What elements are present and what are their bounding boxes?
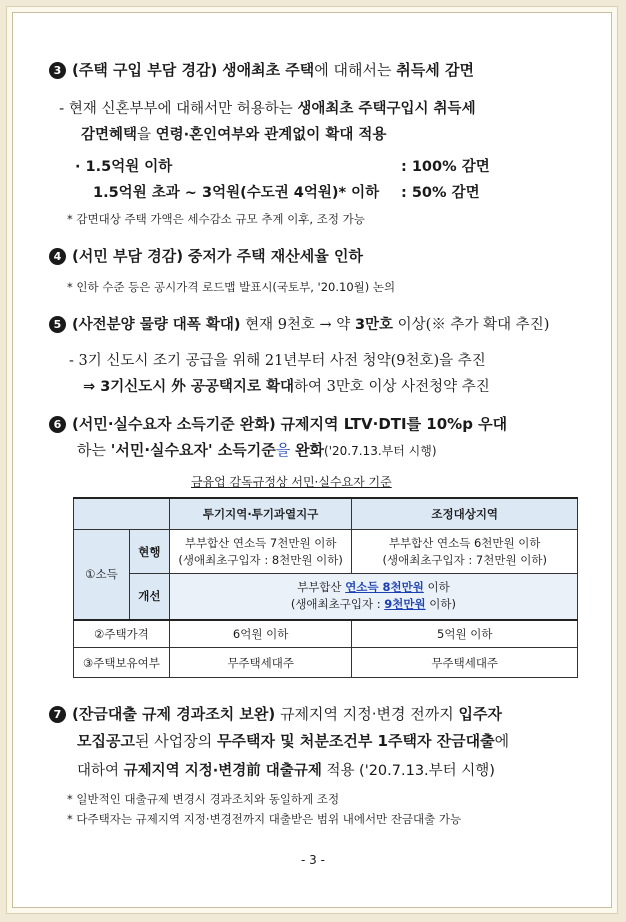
item7-number-badge: 7 xyxy=(49,706,66,723)
item5-line1: - 3기 신도시 조기 공급을 위해 21년부터 사전 청약(9천호)을 추진 xyxy=(69,353,486,369)
current-col1-cell: 부부합산 연소득 7천만원 이하 (생애최초구입자 : 8천만원 이하) xyxy=(169,530,352,574)
item3-note: * 감면대상 주택 가액은 세수감소 규모 추계 이후, 조정 가능 xyxy=(67,212,365,226)
item3-line1: - 현재 신혼부부에 대해서만 허용하는 생애최초 주택구입시 취득세 xyxy=(59,101,476,117)
item4-heading: 4 (서민 부담 경감) 중저가 주택 재산세율 인하 xyxy=(49,245,363,266)
page-number: - 3 - xyxy=(301,853,325,867)
current-col2-cell: 부부합산 연소득 6천만원 이하 (생애최초구입자 : 7천만원 이하) xyxy=(352,530,578,574)
price-col1-cell: 6억원 이하 xyxy=(169,620,352,648)
item3-sub1-right: : 100% 감면 xyxy=(401,159,490,175)
row-label-improve: 개선 xyxy=(129,574,169,620)
row-label-ownership: ③주택보유여부 xyxy=(74,648,170,678)
table-caption: 금융업 감독규정상 서민·실수요자 기준 xyxy=(191,475,392,489)
document-page xyxy=(12,12,612,908)
item3-line2: 감면혜택을 연령·혼인여부와 관계없이 확대 적용 xyxy=(81,127,387,143)
item7-heading: 7 (잔금대출 규제 경과조치 보완) 규제지역 지정·변경 전까지 입주자 xyxy=(49,703,502,724)
row-label-price: ②주택가격 xyxy=(74,620,170,648)
item4-note: * 인하 수준 등은 공시가격 로드맵 발표시(국토부, '20.10월) 논의 xyxy=(67,280,396,294)
improve-cell: 부부합산 연소득 8천만원 이하 (생애최초구입자 : 9천만원 이하) xyxy=(169,574,577,620)
item3-number-badge: 3 xyxy=(49,62,66,79)
item7-note2: * 다주택자는 규제지역 지정·변경전까지 대출받은 범위 내에서만 잔금대출 가능 xyxy=(67,812,462,826)
item5-heading: 5 (사전분양 물량 대폭 확대) 현재 9천호 → 약 3만호 이상(※ 추가 확대 추진) xyxy=(49,313,549,334)
item6-heading: 6 (서민·실수요자 소득기준 완화) 규제지역 LTV·DTI를 10%p 우대 xyxy=(49,413,507,434)
row-label-income: ①소득 xyxy=(74,530,130,620)
item6-line2: 하는 '서민·실수요자' 소득기준을 완화('20.7.13.부터 시행) xyxy=(77,441,437,459)
table-header-col2: 조정대상지역 xyxy=(352,498,578,530)
price-col2-cell: 5억원 이하 xyxy=(352,620,578,648)
item3-sub2-right: : 50% 감면 xyxy=(401,185,480,201)
item7-line2: 모집공고된 사업장의 무주택자 및 처분조건부 1주택자 잔금대출에 xyxy=(77,732,510,750)
item7-line3: 대하여 규제지역 지정·변경前 대출규제 적용 ('20.7.13.부터 시행) xyxy=(77,763,495,779)
table-corner-cell xyxy=(74,498,170,530)
item5-line2: ⇒ 3기신도시 外 공공택지로 확대하여 3만호 이상 사전청약 추진 xyxy=(83,379,490,395)
item4-number-badge: 4 xyxy=(49,248,66,265)
own-col1-cell: 무주택세대주 xyxy=(169,648,352,678)
item3-sub2-left: 1.5억원 초과 ~ 3억원(수도권 4억원)* 이하 xyxy=(93,185,380,201)
item3-heading: 3 (주택 구입 부담 경감) 생애최초 주택에 대해서는 취득세 감면 xyxy=(49,59,474,80)
criteria-table xyxy=(73,497,578,678)
item3-sub1-left: · 1.5억원 이하 xyxy=(75,159,173,175)
item6-number-badge: 6 xyxy=(49,416,66,433)
row-label-current: 현행 xyxy=(129,530,169,574)
table-header-col1: 투기지역·투기과열지구 xyxy=(169,498,352,530)
own-col2-cell: 무주택세대주 xyxy=(352,648,578,678)
item5-number-badge: 5 xyxy=(49,316,66,333)
item7-note1: * 일반적인 대출규제 변경시 경과조치와 동일하게 조정 xyxy=(67,792,340,806)
